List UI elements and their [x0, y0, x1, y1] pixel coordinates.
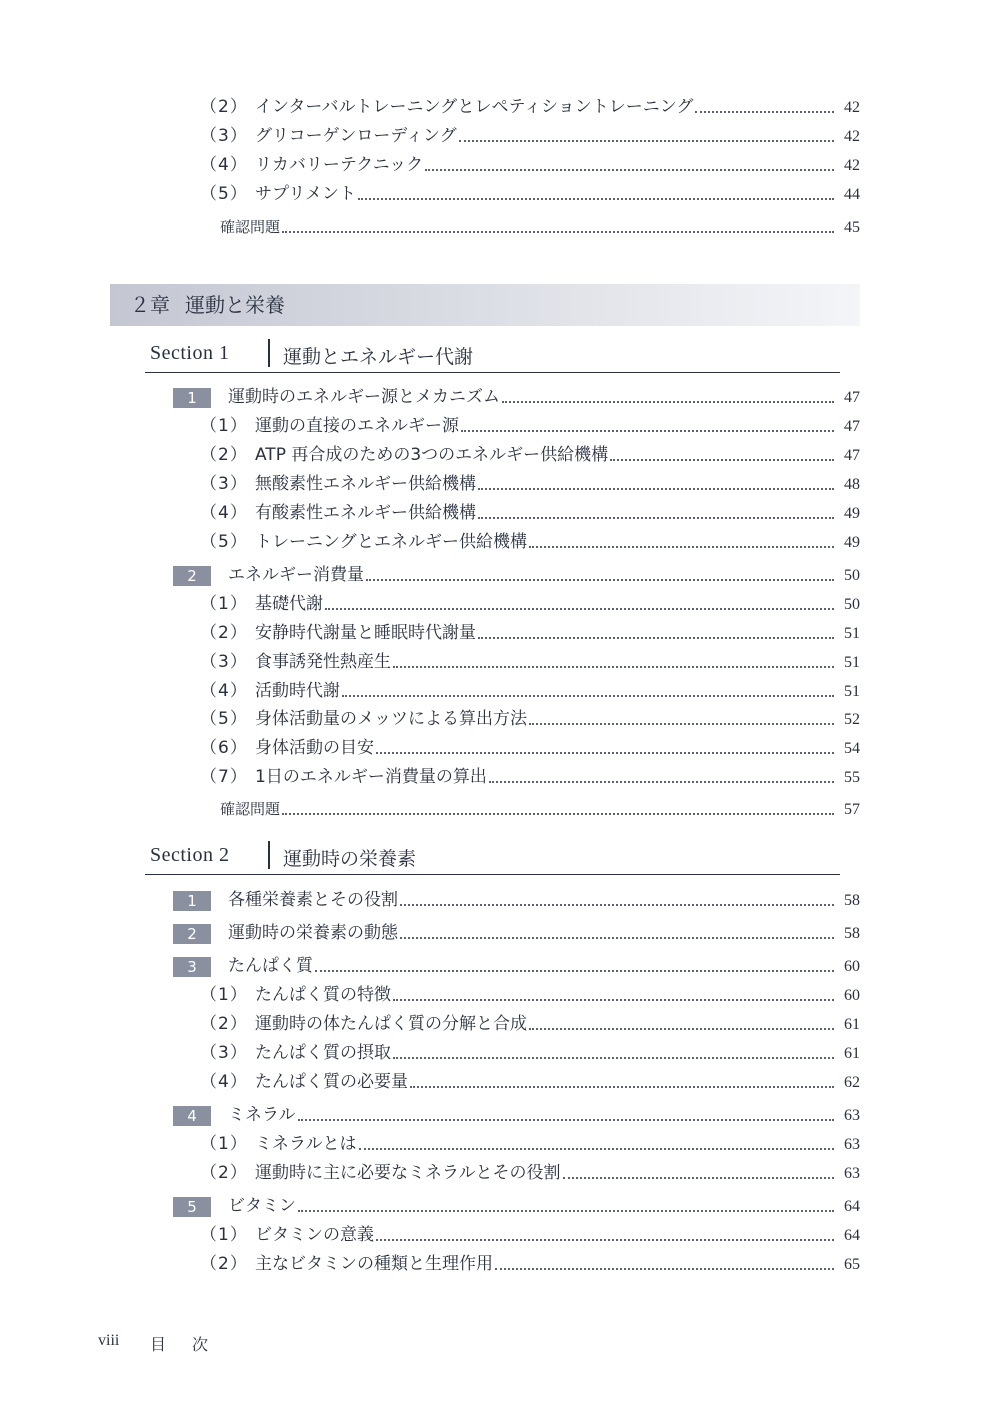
leader-dots	[376, 752, 834, 754]
entry-number: （5）	[200, 184, 248, 204]
entry-page: 49	[844, 534, 860, 551]
entry-page: 50	[844, 596, 860, 613]
toc-item-entry[interactable]	[173, 889, 860, 912]
entry-page: 55	[844, 769, 860, 786]
leader-dots	[502, 401, 834, 403]
section-label: Section 2	[150, 844, 230, 866]
leader-dots	[478, 637, 834, 639]
entry-number: （1）	[200, 985, 248, 1005]
leader-dots	[393, 666, 834, 668]
entry-page: 60	[844, 987, 860, 1004]
item-number-badge: 4	[173, 1106, 211, 1126]
entry-title: 各種栄養素とその役割	[228, 890, 398, 910]
entry-title: 運動時に主に必要なミネラルとその役割	[255, 1163, 561, 1183]
entry-page: 50	[844, 567, 860, 584]
chapter-heading[interactable]	[110, 284, 860, 326]
entry-number: （1）	[200, 416, 248, 436]
section-divider	[268, 841, 270, 869]
toc-sub-entry[interactable]	[200, 1042, 860, 1065]
entry-title: 運動時のエネルギー源とメカニズム	[228, 387, 500, 407]
entry-title: たんぱく質	[228, 956, 313, 976]
leader-dots	[563, 1177, 835, 1179]
entry-page: 42	[844, 99, 860, 116]
toc-sub-entry[interactable]	[200, 125, 860, 148]
leader-dots	[342, 695, 834, 697]
footer-page-number: viii	[98, 1332, 120, 1349]
leader-dots	[410, 1086, 834, 1088]
entry-number: （6）	[200, 738, 248, 758]
entry-page: 60	[844, 958, 860, 975]
entry-title: ミネラルとは	[255, 1134, 357, 1154]
entry-number: （2）	[200, 445, 248, 465]
leader-dots	[478, 517, 834, 519]
toc-sub-entry[interactable]	[200, 183, 860, 206]
entry-title: 運動時の体たんぱく質の分解と合成	[255, 1014, 527, 1034]
toc-sub-entry[interactable]	[200, 96, 860, 119]
section-title: 運動時の栄養素	[283, 849, 417, 870]
entry-page: 42	[844, 157, 860, 174]
entry-page: 64	[844, 1198, 860, 1215]
entry-number: （2）	[200, 97, 248, 117]
leader-dots	[358, 198, 834, 200]
toc-item-entry[interactable]	[173, 922, 860, 945]
section-heading[interactable]	[145, 340, 840, 373]
toc-item-entry[interactable]	[173, 1195, 860, 1218]
toc-sub-entry[interactable]	[200, 1224, 860, 1247]
entry-number: （1）	[200, 1134, 248, 1154]
section-heading[interactable]	[145, 842, 840, 875]
toc-sub-entry[interactable]	[200, 1071, 860, 1094]
leader-dots	[529, 546, 834, 548]
item-number-badge: 1	[173, 388, 211, 408]
toc-item-entry[interactable]	[173, 955, 860, 978]
leader-dots	[425, 169, 834, 171]
leader-dots	[393, 1057, 834, 1059]
toc-sub-entry[interactable]	[200, 1013, 860, 1036]
leader-dots	[400, 937, 834, 939]
leader-dots	[282, 231, 834, 233]
entry-title: 食事誘発性熱産生	[255, 652, 391, 672]
entry-number: （2）	[200, 1163, 248, 1183]
section-label: Section 1	[150, 342, 230, 364]
section-title: 運動とエネルギー代謝	[283, 347, 474, 368]
entry-title: インターバルトレーニングとレペティショントレーニング	[255, 97, 694, 117]
item-number-badge: 5	[173, 1197, 211, 1217]
entry-title: 安静時代謝量と睡眠時代謝量	[255, 623, 476, 643]
entry-page: 44	[844, 186, 860, 203]
toc-item-entry[interactable]	[173, 1104, 860, 1127]
entry-page: 64	[844, 1227, 860, 1244]
entry-number: （1）	[200, 1225, 248, 1245]
item-number-badge: 2	[173, 924, 211, 944]
entry-title: ATP 再合成のための3つのエネルギー供給機構	[255, 445, 609, 465]
entry-title: 身体活動量のメッツによる算出方法	[255, 709, 527, 729]
toc-sub-entry[interactable]	[200, 415, 860, 438]
entry-title: トレーニングとエネルギー供給機構	[255, 532, 527, 552]
toc-sub-entry[interactable]	[200, 1253, 860, 1276]
toc-sub-entry[interactable]	[200, 502, 860, 525]
toc-sub-entry[interactable]	[200, 531, 860, 554]
leader-dots	[529, 1028, 834, 1030]
toc-item-entry[interactable]	[173, 386, 860, 409]
entry-page: 61	[844, 1016, 860, 1033]
entry-title: 確認問題	[220, 218, 281, 236]
toc-item-entry[interactable]	[173, 564, 860, 587]
leader-dots	[376, 1239, 834, 1241]
entry-number: （2）	[200, 1014, 248, 1034]
entry-number: （4）	[200, 155, 248, 175]
entry-title: 確認問題	[220, 800, 281, 818]
toc-sub-entry[interactable]	[200, 766, 860, 789]
entry-title: ビタミンの意義	[255, 1225, 374, 1245]
entry-title: 無酸素性エネルギー供給機構	[255, 474, 476, 494]
leader-dots	[282, 813, 834, 815]
toc-sub-entry[interactable]	[200, 737, 860, 760]
leader-dots	[298, 1119, 835, 1121]
entry-title: ミネラル	[228, 1105, 296, 1125]
entry-page: 61	[844, 1045, 860, 1062]
toc-sub-entry[interactable]	[200, 708, 860, 731]
entry-number: （3）	[200, 126, 248, 146]
leader-dots	[489, 781, 834, 783]
entry-number: （4）	[200, 503, 248, 523]
entry-number: （2）	[200, 623, 248, 643]
entry-number: （4）	[200, 1072, 248, 1092]
leader-dots	[400, 904, 834, 906]
entry-page: 58	[844, 925, 860, 942]
entry-page: 52	[844, 711, 860, 728]
leader-dots	[298, 1210, 834, 1212]
entry-page: 51	[844, 654, 860, 671]
footer-label: 目次	[150, 1335, 235, 1354]
item-number-badge: 3	[173, 957, 211, 977]
entry-title: エネルギー消費量	[228, 565, 364, 585]
leader-dots	[315, 970, 834, 972]
toc-sub-entry[interactable]	[200, 651, 860, 674]
entry-page: 42	[844, 128, 860, 145]
item-number-badge: 2	[173, 566, 211, 586]
entry-page: 45	[844, 219, 860, 236]
entry-title: ビタミン	[228, 1196, 296, 1216]
entry-title: 運動時の栄養素の動態	[228, 923, 398, 943]
entry-page: 65	[844, 1256, 860, 1273]
toc-sub-entry[interactable]	[200, 154, 860, 177]
entry-title: リカバリーテクニック	[255, 155, 424, 175]
entry-title: たんぱく質の特徴	[255, 985, 391, 1005]
entry-number: （3）	[200, 652, 248, 672]
leader-dots	[478, 488, 834, 490]
leader-dots	[366, 579, 834, 581]
entry-page: 57	[844, 801, 860, 818]
entry-page: 63	[844, 1107, 860, 1124]
entry-page: 47	[844, 447, 860, 464]
item-number-badge: 1	[173, 891, 211, 911]
entry-page: 62	[844, 1074, 860, 1091]
entry-page: 47	[844, 418, 860, 435]
leader-dots	[325, 608, 834, 610]
leader-dots	[459, 140, 834, 142]
entry-number: （7）	[200, 767, 248, 787]
leader-dots	[461, 430, 834, 432]
entry-number: （4）	[200, 681, 248, 701]
toc-sub-entry[interactable]	[200, 1162, 860, 1185]
entry-title: たんぱく質の摂取	[255, 1043, 391, 1063]
entry-title: サプリメント	[255, 184, 356, 204]
entry-page: 51	[844, 625, 860, 642]
leader-dots	[495, 1268, 834, 1270]
entry-page: 51	[844, 683, 860, 700]
leader-dots	[359, 1148, 835, 1150]
leader-dots	[393, 999, 834, 1001]
toc-sub-entry[interactable]	[200, 984, 860, 1007]
entry-page: 54	[844, 740, 860, 757]
entry-title: たんぱく質の必要量	[255, 1072, 408, 1092]
entry-page: 58	[844, 892, 860, 909]
toc-sub-entry[interactable]	[200, 473, 860, 496]
entry-page: 48	[844, 476, 860, 493]
entry-title: 身体活動の目安	[255, 738, 374, 758]
chapter-number: ２章	[130, 293, 170, 317]
entry-title: 有酸素性エネルギー供給機構	[255, 503, 476, 523]
toc-sub-entry[interactable]	[200, 1133, 860, 1156]
entry-title: 1日のエネルギー消費量の算出	[255, 767, 487, 787]
leader-dots	[610, 459, 834, 461]
entry-number: （1）	[200, 594, 248, 614]
entry-title: 運動の直接のエネルギー源	[255, 416, 459, 436]
entry-page: 63	[844, 1165, 860, 1182]
toc-sub-entry[interactable]	[200, 593, 860, 616]
chapter-title: 運動と栄養	[185, 293, 285, 317]
toc-review-entry[interactable]	[220, 216, 860, 239]
entry-number: （5）	[200, 709, 248, 729]
leader-dots	[529, 723, 834, 725]
entry-page: 63	[844, 1136, 860, 1153]
entry-title: 主なビタミンの種類と生理作用	[255, 1254, 493, 1274]
toc-sub-entry[interactable]	[200, 680, 860, 703]
entry-number: （2）	[200, 1254, 248, 1274]
entry-number: （3）	[200, 474, 248, 494]
entry-title: 活動時代謝	[255, 681, 340, 701]
entry-title: 基礎代謝	[255, 594, 323, 614]
entry-number: （5）	[200, 532, 248, 552]
section-divider	[268, 339, 270, 367]
entry-title: グリコーゲンローディング	[255, 126, 457, 146]
toc-sub-entry[interactable]	[200, 622, 860, 645]
entry-number: （3）	[200, 1043, 248, 1063]
leader-dots	[695, 111, 834, 113]
toc-sub-entry[interactable]	[200, 444, 860, 467]
entry-page: 49	[844, 505, 860, 522]
entry-page: 47	[844, 389, 860, 406]
toc-review-entry[interactable]	[220, 798, 860, 821]
